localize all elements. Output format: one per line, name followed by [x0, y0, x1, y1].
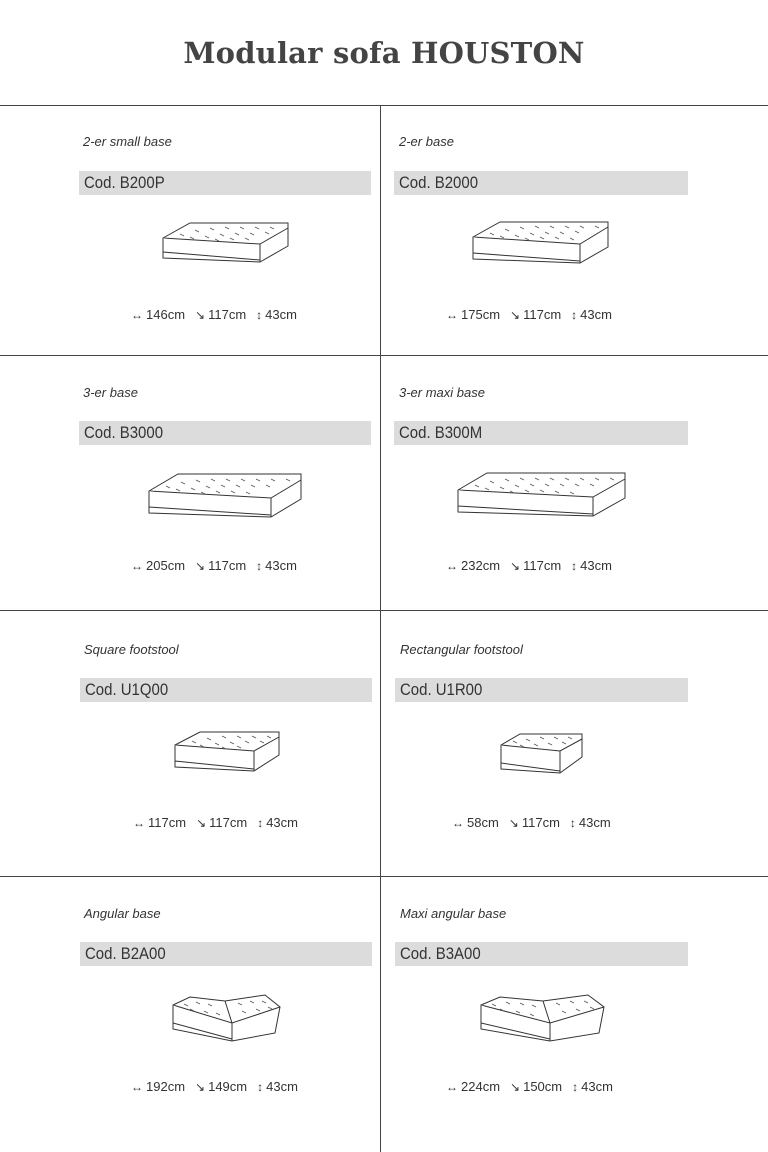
depth-value: 117cm [523, 307, 562, 322]
height-value: 43cm [266, 1079, 298, 1094]
dimensions [446, 558, 612, 573]
product-name: Angular base [84, 906, 161, 921]
height-value: 43cm [581, 1079, 613, 1094]
diagonal-arrow-icon: ↘ [508, 816, 519, 830]
sofa-illustration [470, 219, 615, 281]
diagonal-arrow-icon: ↘ [510, 1080, 521, 1094]
product-code-bar [395, 942, 688, 966]
sofa-illustration [498, 731, 588, 791]
height-value: 43cm [265, 558, 297, 573]
divider [0, 105, 768, 106]
product-code-bar [395, 678, 688, 702]
product-name: 3-er maxi base [399, 385, 485, 400]
diagonal-arrow-icon: ↘ [196, 816, 207, 830]
product-name: 2-er small base [83, 134, 172, 149]
vertical-arrow-icon: ↕ [569, 816, 576, 830]
product-name: 3-er base [83, 385, 138, 400]
width-value: 192cm [146, 1079, 186, 1094]
product-name: Square footstool [84, 642, 179, 657]
dimensions [131, 307, 297, 322]
product-code-bar [394, 421, 688, 445]
divider [380, 105, 381, 1152]
sofa-illustration [455, 470, 630, 532]
product-code: Cod. B3A00 [400, 944, 481, 963]
horizontal-arrow-icon: ↔ [452, 816, 464, 830]
dimensions [131, 558, 297, 573]
dimensions [452, 815, 611, 830]
horizontal-arrow-icon: ↔ [131, 1080, 143, 1094]
vertical-arrow-icon: ↕ [571, 308, 578, 322]
height-value: 43cm [266, 815, 298, 830]
height-value: 43cm [265, 307, 297, 322]
product-code: Cod. B2A00 [85, 944, 166, 963]
diagonal-arrow-icon: ↘ [195, 1080, 206, 1094]
horizontal-arrow-icon: ↔ [446, 308, 458, 322]
horizontal-arrow-icon: ↔ [131, 308, 143, 322]
height-value: 43cm [578, 815, 611, 830]
height-value: 43cm [580, 307, 612, 322]
width-value: 175cm [461, 307, 501, 322]
product-code: Cod. B300M [399, 423, 483, 442]
horizontal-arrow-icon: ↔ [446, 559, 458, 573]
horizontal-arrow-icon: ↔ [131, 559, 143, 573]
product-name: Rectangular footstool [400, 642, 523, 657]
depth-value: 117cm [523, 558, 562, 573]
vertical-arrow-icon: ↕ [257, 816, 264, 830]
product-code-bar [80, 678, 372, 702]
product-code: Cod. B2000 [399, 173, 479, 192]
vertical-arrow-icon: ↕ [572, 1080, 579, 1094]
depth-value: 117cm [208, 558, 247, 573]
divider [0, 610, 768, 611]
width-value: 224cm [461, 1079, 501, 1094]
vertical-arrow-icon: ↕ [571, 559, 578, 573]
sofa-illustration [170, 993, 285, 1053]
product-code-bar [79, 171, 371, 195]
product-name: Maxi angular base [400, 906, 507, 921]
vertical-arrow-icon: ↕ [256, 559, 263, 573]
dimensions [446, 1079, 613, 1094]
width-value: 205cm [146, 558, 186, 573]
depth-value: 117cm [209, 815, 248, 830]
depth-value: 150cm [523, 1079, 563, 1094]
product-code: Cod. B3000 [84, 423, 164, 442]
product-code: Cod. U1Q00 [85, 680, 169, 699]
horizontal-arrow-icon: ↔ [133, 816, 145, 830]
depth-value: 117cm [521, 815, 560, 830]
diagonal-arrow-icon: ↘ [510, 308, 521, 322]
divider [0, 355, 768, 356]
width-value: 117cm [148, 815, 187, 830]
divider [0, 876, 768, 877]
width-value: 232cm [461, 558, 501, 573]
height-value: 43cm [580, 558, 612, 573]
product-code: Cod. B200P [84, 173, 165, 192]
diagonal-arrow-icon: ↘ [195, 559, 206, 573]
horizontal-arrow-icon: ↔ [446, 1080, 458, 1094]
vertical-arrow-icon: ↕ [256, 308, 263, 322]
product-code-bar [80, 942, 372, 966]
depth-value: 117cm [208, 307, 247, 322]
width-value: 58cm [467, 815, 499, 830]
sofa-illustration [172, 729, 284, 789]
dimensions [131, 1079, 298, 1094]
product-code-bar [394, 171, 688, 195]
width-value: 146cm [146, 307, 186, 322]
product-code: Cod. U1R00 [400, 680, 483, 699]
depth-value: 149cm [208, 1079, 248, 1094]
product-code-bar [79, 421, 371, 445]
dimensions [133, 815, 298, 830]
sofa-illustration [160, 220, 300, 280]
sofa-illustration [478, 993, 608, 1053]
product-name: 2-er base [399, 134, 454, 149]
diagonal-arrow-icon: ↘ [510, 559, 521, 573]
diagonal-arrow-icon: ↘ [195, 308, 206, 322]
dimensions [446, 307, 612, 322]
sofa-illustration [146, 471, 306, 533]
vertical-arrow-icon: ↕ [257, 1080, 264, 1094]
page-title: Modular sofa HOUSTON [183, 36, 585, 70]
